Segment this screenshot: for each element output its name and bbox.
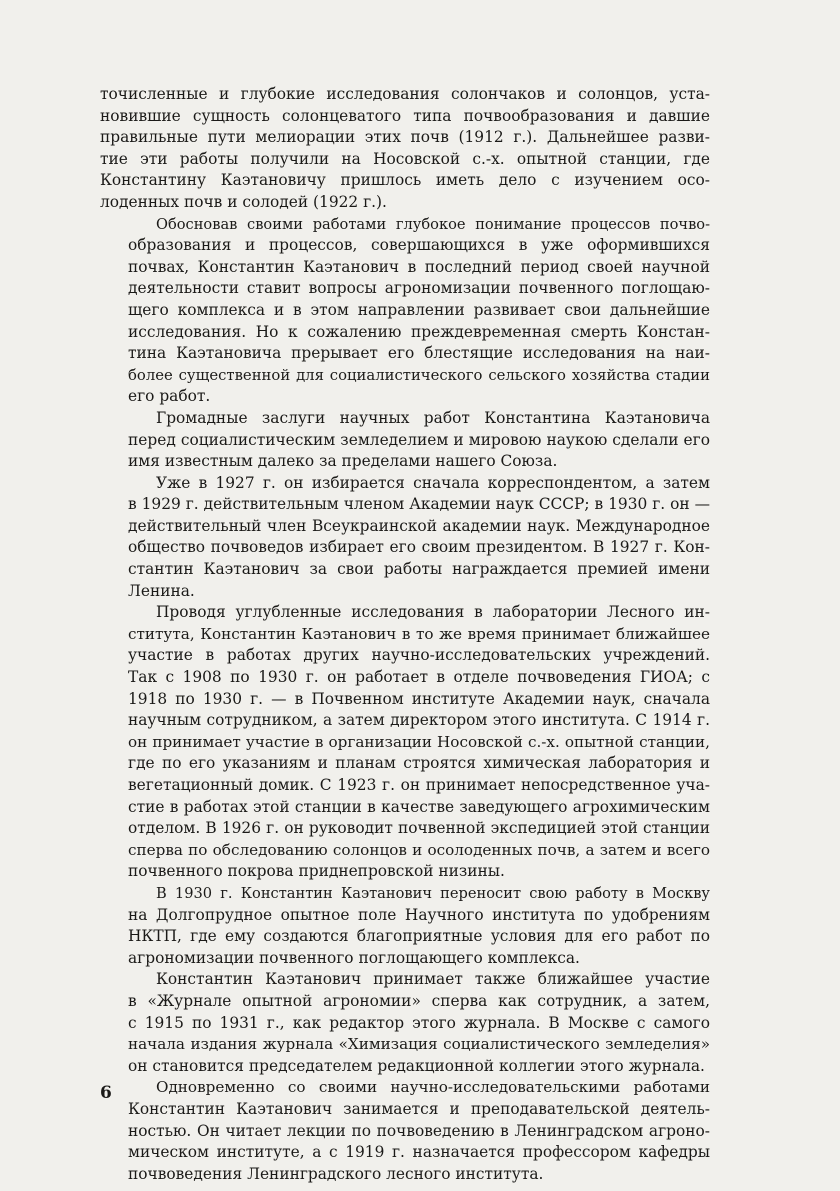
text-line: Обосновав своими работами глубокое понимание процессов почво- <box>156 215 710 233</box>
paragraph <box>100 84 710 214</box>
text-line: он становится председателем редакционной коллегии этого журнала. <box>128 1056 705 1075</box>
text-line: Константину Каэтановичу пришлось иметь дело с изучением осо- <box>100 171 710 190</box>
paragraph <box>100 602 710 883</box>
text-line: Громадные заслуги научных работ Константина Каэтановича <box>156 408 710 427</box>
text-line: в 1929 г. действительным членом Академии наук СССР; в 1930 г. он — <box>128 495 710 514</box>
text-line: новившие сущность солонцеватого типа почвообразования и давшие <box>100 106 710 125</box>
text-line: правильные пути мелиорации этих почв (1912 г.). Дальнейшее разви- <box>100 128 710 147</box>
text-line: стие в работах этой станции в качестве заведующего агрохимическим <box>128 797 710 816</box>
text-line: на Долгопрудное опытное поле Научного института по удобрениям <box>128 905 710 924</box>
text-line: он принимает участие в организации Носовской с.-х. опытной станции, <box>128 732 710 751</box>
text-line: его работ. <box>128 387 211 406</box>
text-line: агрономизации почвенного поглощающего комплекса. <box>128 948 580 967</box>
text-line: мическом институте, а с 1919 г. назначается профессором кафедры <box>128 1143 710 1162</box>
text-line: Ленина. <box>128 581 195 600</box>
text-line: общество почвоведов избирает его своим президентом. В 1927 г. Кон- <box>128 538 710 557</box>
text-line: ностью. Он читает лекции по почвоведению в Ленинградском агроно- <box>128 1121 710 1140</box>
text-line: НКТП, где ему создаются благоприятные условия для его работ по <box>128 927 710 946</box>
text-line: более существенной для социалистического сельского хозяйства стадии <box>128 366 710 384</box>
text-line: начала издания журнала «Химизация социалистического земледелия» <box>128 1035 710 1054</box>
text-line: лоденных почв и солодей (1922 г.). <box>100 192 387 211</box>
text-line: имя известным далеко за пределами нашего Союза. <box>128 452 558 471</box>
text-line: стантин Каэтанович за свои работы награждается премией имени <box>128 560 710 579</box>
text-line: тие эти работы получили на Носовской с.-х. опытной станции, где <box>100 149 710 168</box>
text-line: Константин Каэтанович занимается и преподавательской деятель- <box>128 1099 710 1118</box>
body-text <box>100 84 710 1185</box>
text-line: щего комплекса и в этом направлении развивает свои дальнейшие <box>128 300 710 319</box>
text-line: перед социалистическим земледелием и мировою наукою сделали его <box>128 430 710 449</box>
text-line: действительный член Всеукраинской академии наук. Международное <box>128 516 710 535</box>
text-line: тина Каэтановича прерывает его блестящие исследования на наи- <box>128 344 710 363</box>
text-line: 1918 по 1930 г. — в Почвенном институте Академии наук, сначала <box>128 689 710 708</box>
text-line: исследования. Но к сожалению преждевременная смерть Констан- <box>128 322 710 341</box>
page-number: 6 <box>100 1083 112 1103</box>
paragraph <box>100 883 710 969</box>
text-line: Проводя углубленные исследования в лаборатории Лесного ин- <box>156 603 710 622</box>
text-line: Так с 1908 по 1930 г. он работает в отделе почвоведения ГИОА; с <box>128 668 710 687</box>
text-line: Одновременно со своими научно-исследовательскими работами <box>156 1078 710 1097</box>
paragraph <box>100 214 710 408</box>
text-line: с 1915 по 1931 г., как редактор этого журнала. В Москве с самого <box>128 1013 710 1032</box>
text-line: деятельности ставит вопросы агрономизации почвенного поглощаю- <box>128 279 710 298</box>
text-line: научным сотрудником, а затем директором этого института. С 1914 г. <box>128 711 710 730</box>
paragraph <box>100 408 710 473</box>
text-line: сперва по обследованию солонцов и осолоденных почв, а затем и всего <box>128 840 710 859</box>
paragraph <box>100 473 710 603</box>
text-line: Уже в 1927 г. он избирается сначала корреспондентом, а затем <box>156 473 710 492</box>
text-line: почвах, Константин Каэтанович в последний период своей научной <box>128 257 710 276</box>
paragraph <box>100 969 710 1077</box>
text-line: отделом. В 1926 г. он руководит почвенной экспедицией этой станции <box>128 819 710 838</box>
text-line: почвенного покрова приднепровской низины. <box>128 862 505 881</box>
text-line: почвоведения Ленинградского лесного института. <box>128 1164 544 1183</box>
text-line: участие в работах других научно-исследовательских учреждений. <box>128 646 710 665</box>
text-line: Константин Каэтанович принимает также ближайшее участие <box>156 970 710 989</box>
text-line: образования и процессов, совершающихся в уже оформившихся <box>128 236 710 255</box>
text-line: точисленные и глубокие исследования солончаков и солонцов, уста- <box>100 85 710 103</box>
text-line: В 1930 г. Константин Каэтанович переносит свою работу в Москву <box>156 884 710 902</box>
text-line: где по его указаниям и планам строятся химическая лаборатория и <box>128 754 710 773</box>
text-line: вегетационный домик. С 1923 г. он принимает непосредственное уча- <box>128 776 710 794</box>
text-line: в «Журнале опытной агрономии» сперва как сотрудник, а затем, <box>128 991 710 1010</box>
paragraph <box>100 1077 710 1185</box>
text-line: ститута, Константин Каэтанович в то же время принимает ближайшее <box>128 624 710 643</box>
